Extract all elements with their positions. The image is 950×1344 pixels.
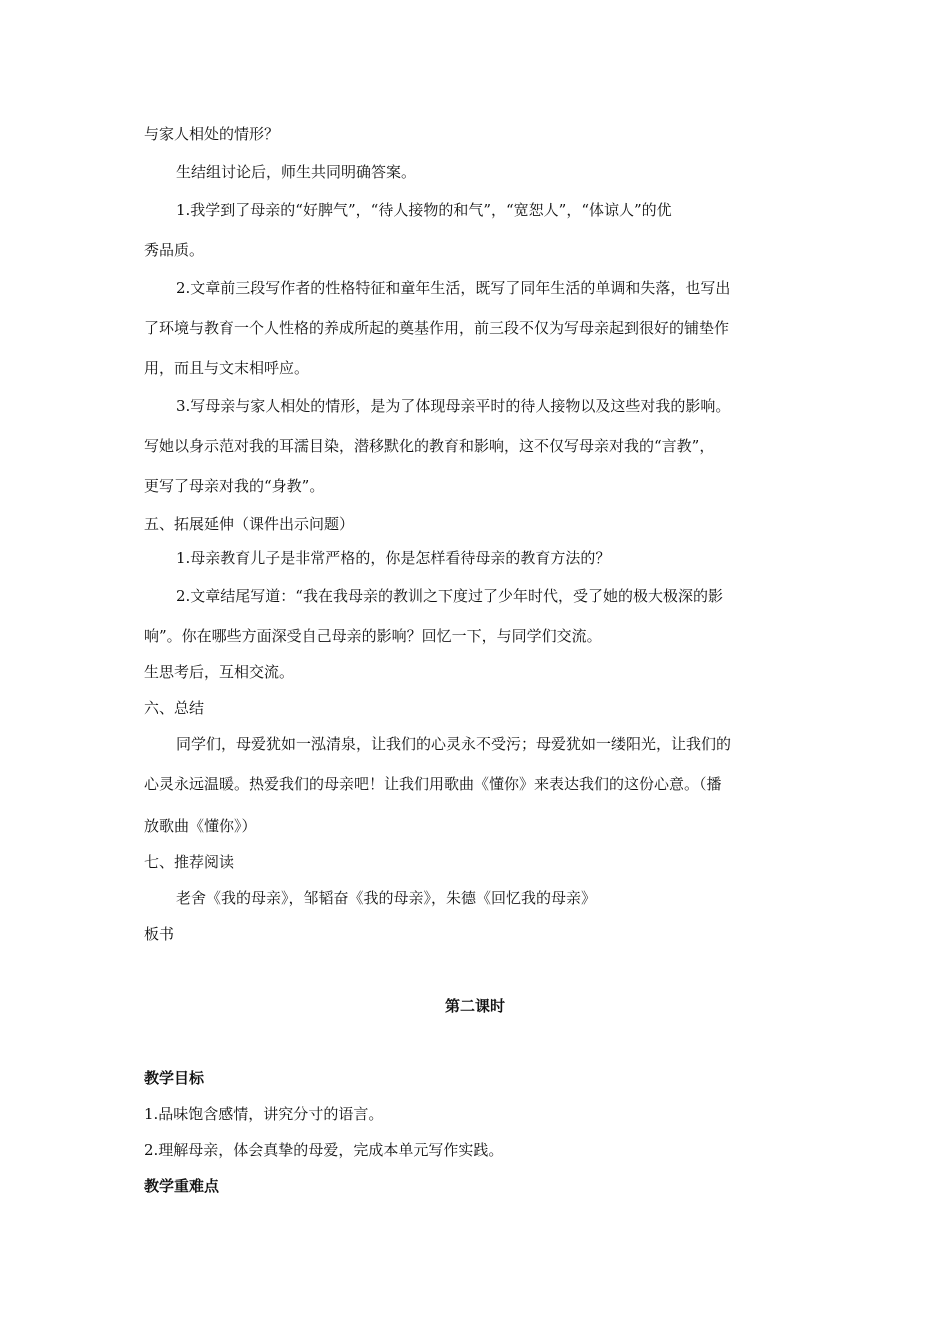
text-line: 1.母亲教育儿子是非常严格的，你是怎样看待母亲的教育方法的？ <box>176 549 611 567</box>
text-line: 生思考后，互相交流。 <box>144 663 295 681</box>
text-line: 响”。你在哪些方面深受自己母亲的影响？回忆一下，与同学们交流。 <box>144 627 602 645</box>
text-line: 1.我学到了母亲的“好脾气”，“待人接物的和气”，“宽恕人”，“体谅人”的优 <box>176 201 672 219</box>
difficulty-heading: 教学重难点 <box>144 1177 220 1195</box>
objectives-heading: 教学目标 <box>144 1069 205 1087</box>
text-line: 2.文章结尾写道：“我在我母亲的教训之下度过了少年时代，受了她的极大极深的影 <box>176 587 723 605</box>
text-line: 更写了母亲对我的“身教”。 <box>144 477 325 495</box>
section-heading: 六、总结 <box>144 699 205 717</box>
objective-item: 1.品味饱含感情，讲究分寸的语言。 <box>144 1105 384 1123</box>
section-heading: 七、推荐阅读 <box>144 853 235 871</box>
text-line: 老舍《我的母亲》，邹韬奋《我的母亲》，朱德《回忆我的母亲》 <box>176 889 597 907</box>
text-line: 2.文章前三段写作者的性格特征和童年生活，既写了同年生活的单调和失落，也写出 <box>176 279 731 297</box>
text-line: 用，而且与文末相呼应。 <box>144 359 310 377</box>
text-line: 板书 <box>144 925 175 943</box>
text-line: 写她以身示范对我的耳濡目染，潜移默化的教育和影响，这不仅写母亲对我的“言教”， <box>144 437 715 455</box>
section-heading: 五、拓展延伸（课件出示问题） <box>144 515 355 533</box>
text-line: 3.写母亲与家人相处的情形，是为了体现母亲平时的待人接物以及这些对我的影响。 <box>176 397 731 415</box>
objective-item: 2.理解母亲，体会真挚的母爱，完成本单元写作实践。 <box>144 1141 504 1159</box>
text-line: 秀品质。 <box>144 241 205 259</box>
text-line: 与家人相处的情形？ <box>144 125 280 143</box>
text-line: 放歌曲《懂你》） <box>144 817 257 835</box>
text-line: 了环境与教育一个人性格的养成所起的奠基作用，前三段不仅为写母亲起到很好的铺垫作 <box>144 319 730 337</box>
text-line: 生结组讨论后，师生共同明确答案。 <box>176 163 417 181</box>
text-line: 同学们，母爱犹如一泓清泉，让我们的心灵永不受污；母爱犹如一缕阳光，让我们的 <box>176 735 732 753</box>
text-line: 心灵永远温暖。热爱我们的母亲吧！让我们用歌曲《懂你》来表达我们的这份心意。（播 <box>144 775 722 793</box>
lesson-title: 第二课时 <box>444 997 505 1015</box>
